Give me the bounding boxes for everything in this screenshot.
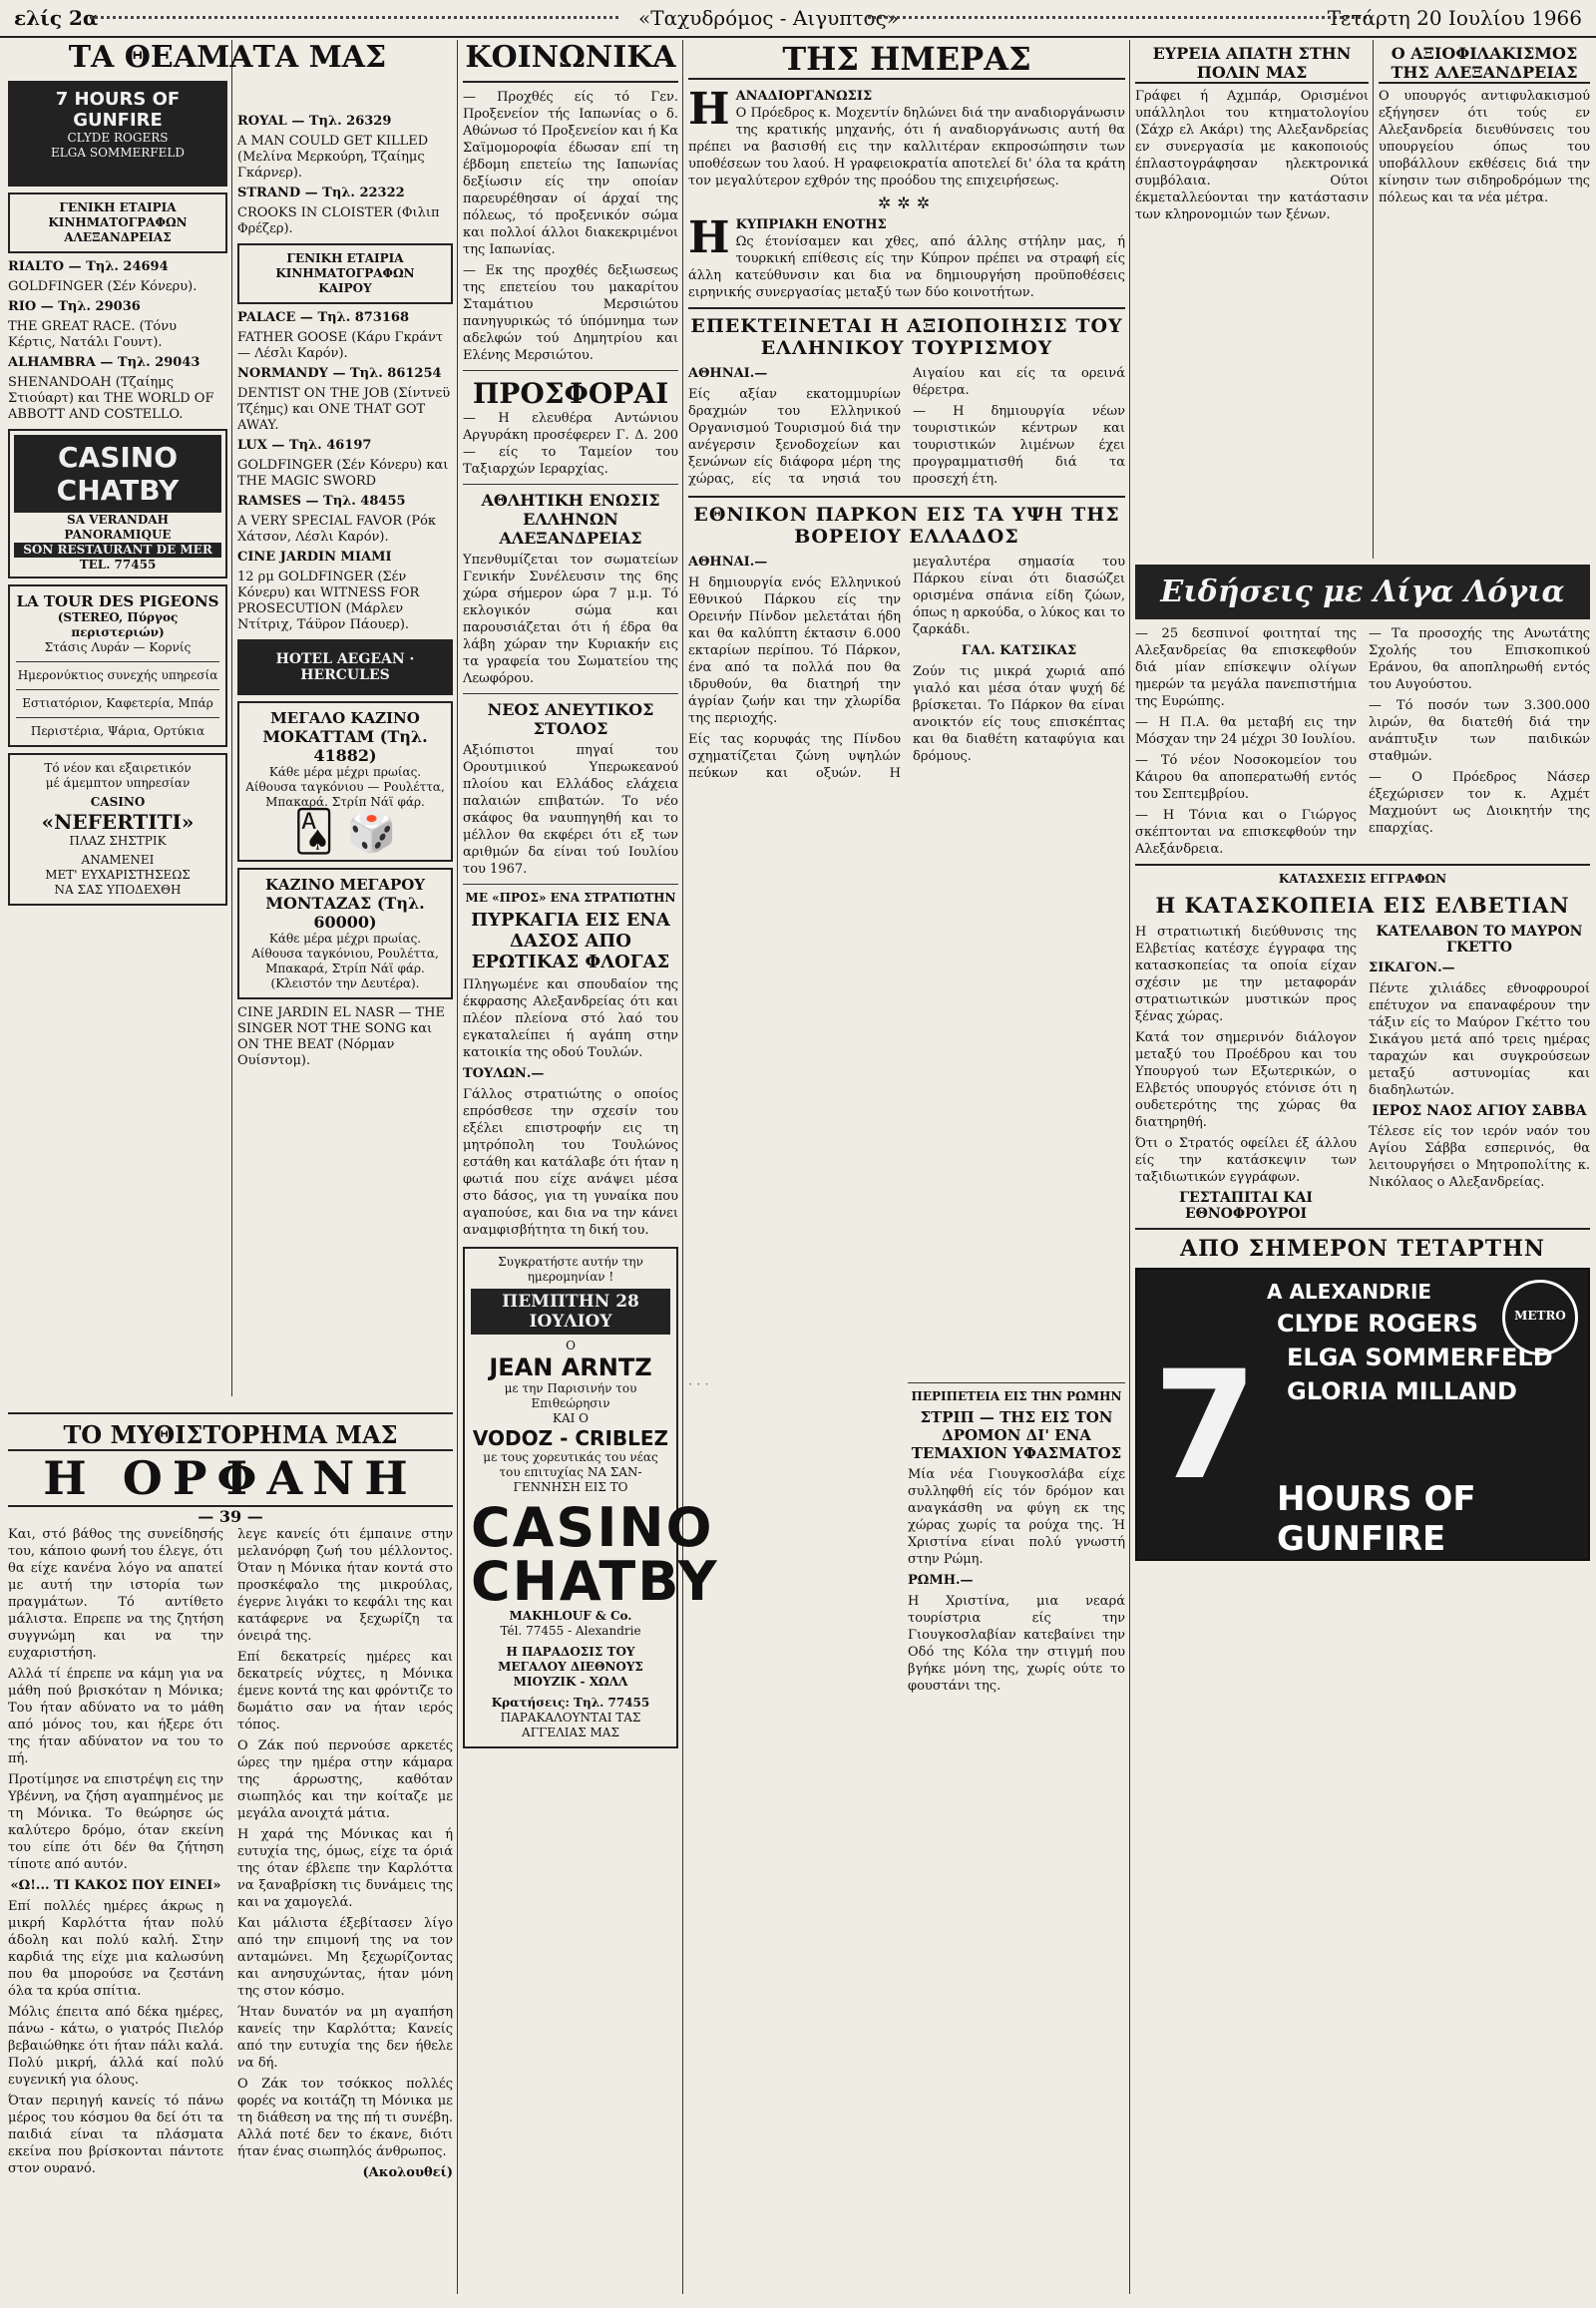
casino-tel: Tél. 77455 - Alexandrie bbox=[500, 1624, 641, 1638]
cinema-company-line3: ΑΛΕΞΑΝΔΡΕΙΑΣ bbox=[64, 230, 172, 244]
montaza-text: Κάθε μέρα μέχρι πρωίας. Αίθουσα ταγκόνιου, Ρουλέττα, Μπακαρά, Στρίπ Νάϊ φάρ. (Κλειστόν την Δευτέρα). bbox=[251, 932, 439, 990]
column-rule-4 bbox=[1129, 40, 1130, 2294]
event-artist1-sub: με την Παρισινήν του Επιθεώρησιν bbox=[504, 1381, 637, 1410]
event-artist1: JEAN ARNTZ bbox=[489, 1353, 652, 1381]
novel-section bbox=[8, 1406, 453, 2294]
park-paragraph: Είς τας κορυφάς της Πίνδου σχηματίζεται ζώνη υψηλών πεύκων και οξυών. Η μεγαλυτέρα σημασία του Πάρκου είναι ότι διασώζει ορισμένα σπάνια είδη ζώων, όπως η αρκούδα, ο λύκος και το ζαρκάδι. bbox=[688, 555, 1125, 781]
novel-col-a bbox=[8, 1526, 223, 2181]
day-title: ΤΗΣ ΗΜΕΡΑΣ bbox=[688, 40, 1125, 80]
new-fleet-paragraph: Αξιόπιστοι πηγαί του Ορουτμιικού Υπερωκεανού πλοίου και Ελλάδος ελάχεια παλαιών επιβατών. Το νέο σκάφος θα ναυπηγηθή και το μέλλον θα εκφέρει ότι εξ των αριθμών δα είναι τού Ιουλίου του 1967. bbox=[463, 743, 678, 877]
nefertiti-line7: ΜΕΤ' ΕΥΧΑΡΙΣΤΗΣΕΩΣ bbox=[45, 868, 191, 882]
listing-alhambra: ALHAMBRA — Τηλ. 29043 bbox=[8, 355, 200, 370]
event-artist2: VODOZ - CRIBLEZ bbox=[472, 1426, 669, 1450]
strip-place: ΡΩΜΗ.— bbox=[908, 1573, 974, 1588]
entertainment-column-right bbox=[237, 110, 453, 1466]
new-fleet-title: ΝΕΟΣ ΑΝΕΥΤΙΚΟΣ ΣΤΟΛΟΣ bbox=[487, 700, 654, 738]
listing-miami: CINE JARDIN MIAMI bbox=[237, 550, 392, 565]
casino-event-ad bbox=[463, 1247, 719, 1748]
gunfire-ad bbox=[8, 81, 227, 187]
listing-rialto-film: GOLDFINGER (Σέν Κόνερυ). bbox=[8, 279, 198, 294]
novel-paragraph: Ήταν δυνατόν να μη αγαπήση κανείς την Καρλόττα; Κανείς από την ευτυχία της δεν ήθελε να δή. bbox=[237, 2005, 453, 2071]
nefertiti-line1: Τό νέον και εξαιρετικόν bbox=[44, 761, 192, 775]
seizure-subtitle: ΚΑΤΑΣΧΕΣΙΣ ΕΓΓΡΑΦΩΝ bbox=[1278, 872, 1447, 886]
ghetto-paragraph: Πέντε χιλιάδες εθνοφρουροί επέτυχον να επαναφέρουν την τάξιν είς το Μαύρον Γκέττο του Σικάγου μετά από τρεις ημέρας ταραχών και συγκρούσεων μεταξύ αστυνομίας και διαδηλωτών. bbox=[1369, 981, 1590, 1098]
fraud-paragraph: Γράφει ή Αχμπάρ, Ορισμένοι υπάλληλοι του κτηματολογίου (Σάχρ ελ Ακάρι) της Αλεξανδρείας εν συνεργασία με κακοποιούς έπλαστογράφησαν ηλεκτρονικά συμβόλαια. Ούτοι έκμεταλλεύονται την κατάστασιν των κληρονομιών των ξένων. bbox=[1135, 89, 1369, 222]
casino-tradition: Η ΠΑΡΑΔΟΣΙΣ ΤΟΥ ΜΕΓΑΛΟΥ ΔΙΕΘΝΟΥΣ ΜΙΟΥΖΙΚ - ΧΩΛΛ bbox=[498, 1645, 643, 1689]
novel-paragraph: Και μάλιστα έξεβίτασεν λίγο από την επιμονή της να τον ανταμώνει. Μη ξεχωρίζοντας και ανησυχώντας, ήταν μόνη της στον κόσμο. bbox=[237, 1916, 453, 1999]
gunfire-ad-actor1: CLYDE ROGERS bbox=[67, 131, 169, 145]
pigeons-ad-name: LA TOUR DES PIGEONS bbox=[16, 592, 219, 610]
event-artist2-sub: με τους χορευτικάς του νέας του επιτυχίας ΝΑ ΣΑΝ-ΓΕΝΝΗΣΗ ΕΙΣ ΤΟ bbox=[483, 1450, 658, 1494]
cinema-company-ad bbox=[8, 192, 227, 253]
nefertiti-line5: ΠΛΑΖ ΣΗΣΤΡΙΚ bbox=[69, 834, 167, 848]
park-title: ΕΘΝΙΚΟΝ ΠΑΡΚΟΝ ΕΙΣ ΤΑ ΥΨΗ ΤΗΣ ΒΟΡΕΙΟΥ ΕΛΛΑΔΟΣ bbox=[693, 504, 1120, 548]
strip-paragraph: Η Χριστίνα, μια νεαρά τουρίστρια είς την Γιουγκοσλαβίαν κατεβαίνει την Οδό της Κόλα την στιγμή που βγήκε μόνη της, χωρίς ούτε το φουστάνι της. bbox=[908, 1594, 1125, 1694]
tourism-place: ΑΘΗΝΑΙ.— bbox=[688, 366, 768, 381]
forest-fire-lead: Πληγωμένε και σπουδαίον της έκφρασης Αλεξανδρείας ότι και πλέον πλείονα στό λαό του εγκαταλείπει ή αγάπη στην κατοικία της οδού Τουλών. bbox=[463, 977, 678, 1060]
offers-title: ΠΡΟΣΦΟΡΑΙ bbox=[472, 377, 669, 410]
casino-owner: MAKHLOUF & Co. bbox=[509, 1609, 632, 1623]
issue-date: Τετάρτη 20 Ιουλίου 1966 bbox=[1327, 6, 1582, 30]
metro-logo-icon: METRO bbox=[1502, 1280, 1578, 1355]
tourism-title: ΕΠΕΚΤΕΙΝΕΤΑΙ Η ΑΞΙΟΠΟΙΗΣΙΣ ΤΟΥ ΕΛΛΗΝΙΚΟΥ ΤΟΥΡΙΣΜΟΥ bbox=[690, 315, 1123, 359]
event-date: ΠΕΜΠΤΗΝ 28 ΙΟΥΛΙΟΥ bbox=[471, 1289, 670, 1335]
poster-film-title: HOURS OF GUNFIRE bbox=[1277, 1479, 1476, 1559]
listing-alhambra-film: SHENANDOAH (Τζαίημς Στιούαρτ) και THE WORLD OF ABBOTT AND COSTELLO. bbox=[8, 375, 214, 422]
arrest-column bbox=[1379, 40, 1590, 559]
nefertiti-line3: CASINO bbox=[90, 795, 146, 809]
casino-chatby-line1: SA VERANDAH PANORAMIQUE bbox=[64, 513, 172, 542]
brief-news-banner: Ειδήσεις με Λίγα Λόγια bbox=[1135, 565, 1590, 619]
listing-strand-film: CROOKS IN CLOISTER (Φιλιπ Φρέζερ). bbox=[237, 205, 440, 236]
day-column bbox=[688, 40, 1125, 1217]
header-rule-right bbox=[868, 16, 1367, 19]
park-continued bbox=[688, 1376, 900, 2274]
park-paragraph: Ζούν τις μικρά χωριά από γιαλό και μέσα όταν ψυχή δέ βρίσκεται. Το Πάρκον θα είναι ανοικτόν είς τους επισκέπτας και θα διαθέτη καταφύγια και δρόμους. bbox=[913, 664, 1125, 764]
cinema-company-line2: ΚΙΝΗΜΑΤΟΓΡΑΦΩΝ bbox=[48, 215, 188, 229]
news-column bbox=[1135, 559, 1590, 2294]
social-column bbox=[463, 40, 719, 2294]
tourism-paragraph: Είς αξίαν εκατομμυρίων δραχμών του Ελληνικού Οργανισμού Τουρισμού διά την ανέγερσιν ξενοδοχείων και ξενώνων είς διάφορα μέρη της χώρας, είς τα νησιά του Αιγαίου και είς τα ορεινά θέρετρα. bbox=[688, 366, 1125, 487]
listing-nasr: CINE JARDIN EL NASR — THE SINGER NOT THE SONG και ON THE BEAT (Νόρμαν Ουίσντομ). bbox=[237, 1005, 446, 1068]
mokattam-ad bbox=[237, 701, 453, 862]
cairo-company-ad bbox=[237, 243, 453, 304]
park-place: ΑΘΗΝΑΙ.— bbox=[688, 555, 768, 570]
tourism-paragraph: — Η δημιουργία νέων τουριστικών κέντρων και τουριστικών λιμένων έχει προγραμματισθή διά τα προσεχή έτη. bbox=[913, 404, 1125, 487]
gunfire-ad-actor2: ELGA SOMMERFELD bbox=[51, 146, 185, 160]
casino-notice: ΠΑΡΑΚΑΛΟΥΝΤΑΙ ΤΑΣ ΑΓΓΕΛΙΑΣ ΜΑΣ bbox=[500, 1711, 641, 1739]
cairo-company-line1: ΓΕΝΙΚΗ ΕΤΑΙΡΙΑ bbox=[286, 251, 404, 265]
novel-subhead: «Ω!... ΤΙ ΚΑΚΟΣ ΠΟΥ ΕΙΝΕΙ» bbox=[10, 1878, 221, 1893]
brief-news-item: — Η Τόνια και ο Γιώργος σκέπτονται να επισκεφθούν την Αλεξάνδρεια. bbox=[1135, 808, 1357, 857]
pigeons-ad-line4: Ημερονύκτιος συνεχής υπηρεσία bbox=[17, 668, 218, 682]
listing-strand: STRAND — Τηλ. 22322 bbox=[237, 186, 405, 200]
fraud-title: ΕΥΡΕΙΑ ΑΠΑΤΗ ΣΤΗΝ ΠΟΛΙΝ ΜΑΣ bbox=[1135, 44, 1369, 84]
listing-lux-film: GOLDFINGER (Σέν Κόνερυ) και THE MAGIC SWORD bbox=[237, 458, 449, 489]
casino-chatby-tel: TEL. 77455 bbox=[79, 558, 157, 572]
espionage-paragraph: Κατά τον σημερινόν διάλογον μεταξύ του Προέδρου και του Υπουργού των Εξωτερικών, ο Ελβετός υπουργός ετόνισε ότι η ουδετερότης της χώρας θα διατηρηθή. bbox=[1135, 1030, 1357, 1130]
filler-text: · · · bbox=[688, 1377, 709, 1392]
casino-reservations: Κρατήσεις: Τηλ. 77455 bbox=[491, 1696, 650, 1710]
novel-paragraph: Ο Ζάκ τον τσόκκος πολλές φορές να κοιτάζη τη Μόνικα με τη διάθεση να της πή τι συνέβη. Αλλά ποτέ δεν το έκανε, διότι ήταν ένας σιωπηλός άνθρωπος. bbox=[237, 2077, 453, 2159]
listing-rio-film: THE GREAT RACE. (Τόνυ Κέρτις, Νατάλι Γουντ). bbox=[8, 319, 178, 350]
tourism-body bbox=[688, 365, 1125, 490]
athletic-union-paragraph: Υπενθυμίζεται τον σωματείων Γενικήν Συνέλευσιν της 6ης χώρα σήμερον ώρα 7 μ.μ. Τό εκλογικόν σώμα και παρουσιάζεται ότι ή έδρα θα λάβη χώραν την Κυριακήν εις τα γραφεία του Σωματείου της Λεωφόρου. bbox=[463, 553, 678, 686]
cyprus-title: ΚΥΠΡΙΑΚΗ ΕΝΟΤΗΣ bbox=[735, 217, 887, 232]
pigeons-ad-line5: Εστιατόριον, Καφετερία, Μπάρ bbox=[22, 696, 213, 710]
listing-lux: LUX — Τηλ. 46197 bbox=[237, 438, 372, 453]
novel-title: Η ΟΡΦΑΝΗ bbox=[8, 1449, 453, 1507]
strip-story bbox=[908, 1376, 1125, 2274]
arrest-paragraph: Ο υπουργός αντιφυλακισμού εξήγησεν ότι τούς εν Αλεξανδρεία διευθύνσεις του υπουργείου όπως του υποβάλλουν εκθέσεις διά την κίνησιν των σιδηροδρόμων της πόλεως και τα νέα μέτρα. bbox=[1379, 89, 1590, 205]
novel-paragraph: Όταν περιηγή κανείς τό πάνω μέρος του κόσμου θα δεί ότι τα παιδιά είναι τα πλάσματα εκείνα που βρίσκονται πάντοτε στον ουρανό. bbox=[8, 2094, 223, 2176]
novel-paragraph: Προτίμησε να επιστρέψη εις την Υβέννη, να ζήση αγαπημένος με τη Μόνικα. Το θεώρησε ώς καλύτερο δρόμο, όταν εκείνη του είπε ότι δέν θα ζήτηση τίποτε από αυτόν. bbox=[8, 1772, 223, 1872]
social-paragraph: — Εκ της προχθές δεξιωσεως της επετείου του μακαρίτου Σταμάτιου Μερσιώτου πανηγυρικώς τό ύπόμνημα των αδελφών τού Δημητρίου και Ελένης Μερσιώτου. bbox=[463, 263, 678, 363]
page-number: ελίς 2α bbox=[14, 6, 99, 30]
poster-actor3: GLORIA MILLAND bbox=[1287, 1377, 1517, 1405]
novel-heading: ΤΟ ΜΥΘΙΣΤΟΡΗΜΑ ΜΑΣ bbox=[63, 1420, 398, 1449]
brief-news-item: — Τό νέον Νοσοκομείον του Κάιρου θα αποπερατωθή εντός του Σεπτεμβρίου. bbox=[1135, 753, 1357, 802]
park-paragraph: Η δημιουργία ενός Ελληνικού Εθνικού Πάρκου είς την Ορεινήν Πίνδον μελετάται ήδη και θα καλύπτη έκτασιν 6.000 εκταρίων περίπου. Τό Πάρκον, ένα από τα πολλά που θα ιδρυθούν, θα διατηρή την άγρίαν ζωήν και την χλωρίδα της περιοχής. bbox=[688, 576, 901, 726]
arrest-title: Ο ΑΞΙΟΦΙΛΑΚΙΣΜΟΣ ΤΗΣ ΑΛΕΞΑΝΔΡΕΙΑΣ bbox=[1379, 44, 1590, 84]
strip-title: ΠΕΡΙΠΕΤΕΙΑ ΕΙΣ ΤΗΝ ΡΩΜΗΝ bbox=[911, 1389, 1122, 1403]
cards-icon: 🂡 🎲 bbox=[293, 809, 397, 855]
movie-poster bbox=[1135, 1268, 1590, 1561]
espionage-body bbox=[1135, 924, 1590, 1222]
listing-rialto: RIALTO — Τηλ. 24694 bbox=[8, 259, 169, 274]
montaza-ad bbox=[237, 868, 453, 999]
espionage-paragraph: Ότι ο Στρατός οφείλει έξ άλλου είς την κατάσκεψιν των ταξιδιωτικών εγγράφων. bbox=[1135, 1136, 1357, 1185]
listing-palace: PALACE — Τηλ. 873168 bbox=[237, 310, 410, 325]
church-title: ΙΕΡΟΣ ΝΑΟΣ ΑΓΙΟΥ ΣΑΒΒΑ bbox=[1372, 1103, 1587, 1119]
listing-miami-film: 12 ρμ GOLDFINGER (Σέν Κόνερυ) και WITNESS FOR PROSECUTION (Μάρλεν Ντίτριχ, Τάϋρον Πάουερ). bbox=[237, 570, 420, 632]
event-save-date: Συγκρατήστε αυτήν την ημερομηνίαν ! bbox=[498, 1255, 643, 1284]
listing-normandy-film: DENTIST ON THE JOB (Σίντνεϋ Τζέημς) και ONE THAT GOT AWAY. bbox=[237, 386, 451, 433]
poster-actor2: ELGA SOMMERFELD bbox=[1287, 1344, 1553, 1371]
poster-number: 7 bbox=[1153, 1340, 1258, 1513]
strip-subtitle: ΣΤΡΙΠ — ΤΗΣ ΕΙΣ ΤΟΝ ΔΡΟΜΟΝ ΔΙ' ΕΝΑ ΤΕΜΑΧΙΟΝ ΥΦΑΣΜΑΤΟΣ bbox=[911, 1408, 1122, 1462]
novel-col-b bbox=[237, 1526, 453, 2185]
nefertiti-name: «NEFERTITI» bbox=[41, 810, 195, 834]
header-rule-left bbox=[90, 16, 618, 19]
listing-royal: ROYAL — Τηλ. 26329 bbox=[237, 114, 392, 129]
event-o: Ο bbox=[566, 1339, 576, 1352]
listing-ramses-film: A VERY SPECIAL FAVOR (Ρόκ Χάτσον, Λέσλι Καρόν). bbox=[237, 514, 437, 545]
park-body bbox=[688, 554, 1125, 782]
mokattam-title: ΜΕΓΑΛΟ ΚΑΖΙΝΟ bbox=[270, 709, 420, 727]
poster-actor1: CLYDE ROGERS bbox=[1277, 1310, 1478, 1338]
casino-chatby-ad bbox=[8, 429, 227, 578]
social-paragraph: — Προχθές είς τό Γεν. Προξενείον τής Ιαπωνίας ο δ. Αθώνωσ τό Προξενείον και ή Κα Σαϊμομοροφία έδωσαν επί τη έβδομη επετείω της Ιαπωνίας δεξίωσιν είς την οποίαν παρευρέθησαν οί άρχαί της πόλεως, τό προξενικόν σώμα και πολλοί άλλοι διακεκριμένοι της Ιαπωνίας. bbox=[463, 90, 678, 257]
gunfire-ad-title: 7 HOURS OF GUNFIRE bbox=[55, 89, 181, 131]
fraud-column bbox=[1135, 40, 1369, 559]
column-rule-3 bbox=[682, 40, 683, 2294]
ghetto-title: ΓΕΣΤΑΠΙΤΑΙ ΚΑΙ ΕΘΝΟΦΡΟΥΡΟΙ ΚΑΤΕΛΑΒΟΝ ΤΟ ΜΑΥΡΟΝ ΓΚΕΤΤΟ bbox=[1179, 924, 1583, 1222]
section-ornament: ✲✲✲ bbox=[877, 193, 937, 212]
novel-paragraph: Επί δεκατρείς ημέρες και δεκατρείς νύχτες, η Μόνικα έμενε κοντά της και φρόντιζε το δωμάτιο σαν να ήταν ιερός τόπος. bbox=[237, 1650, 453, 1732]
cairo-company-line3: ΚΑΙΡΟΥ bbox=[318, 281, 372, 295]
park-subhead: ΓΑΛ. ΚΑΤΣΙΚΑΣ bbox=[961, 643, 1077, 658]
newspaper-name: «Ταχυδρόμος - Αιγυπτος» bbox=[638, 6, 899, 30]
social-title: ΚΟΙΝΩΝΙΚΑ bbox=[465, 40, 676, 75]
forest-fire-place: ΤΟΥΛΩΝ.— bbox=[463, 1066, 545, 1081]
listing-normandy: NORMANDY — Τηλ. 861254 bbox=[237, 366, 442, 381]
pigeons-ad-line6: Περιστέρια, Ψάρια, Ορτύκια bbox=[30, 724, 205, 738]
novel-paragraph: Και, στό βάθος της συνείδησής του, κάποιο φωνή του έλεγε, ότι θα είχε κανένα λόγο να απατεί με αυτή την ιστορία των πραγμάτων. Τό αντίθετο μάλιστα. Επρεπε να της ζητήση συγγνώμη και να την ευχαριστήση. bbox=[8, 1527, 223, 1661]
cairo-company-line2: ΚΙΝΗΜΑΤΟΓΡΑΦΩΝ bbox=[275, 266, 415, 280]
casino-chatby-logo: CASINO CHATBY bbox=[471, 1496, 719, 1613]
forest-fire-title: ΠΥΡΚΑΓΙΑ ΕΙΣ ΕΝΑ ΔΑΣΟΣ ΑΠΟ ΕΡΩΤΙΚΑΣ ΦΛΟΓΑΣ bbox=[471, 910, 670, 972]
listing-ramses: RAMSES — Τηλ. 48455 bbox=[237, 494, 406, 509]
poster-place: A ALEXANDRIE bbox=[1267, 1280, 1432, 1304]
nefertiti-line8: ΝΑ ΣΑΣ ΥΠΟΔΕΧΘΗ bbox=[54, 883, 182, 897]
church-paragraph: Τέλεσε είς τον ιερόν ναόν του Αγίου Σάββα εσπερινός, θα λειτουργήσει ο Μητροπολίτης κ. Νικόλαος ο Αλεξανδρείας. bbox=[1369, 1124, 1590, 1190]
mokattam-text: Κάθε μέρα μέχρι πρωίας. Αίθουσα ταγκόνιου — Ρουλέττα, Μπακαρά. Στρίπ Νάϊ φάρ. bbox=[245, 765, 445, 809]
novel-paragraph: λεγε κανείς ότι έμπαινε στην μελανόρφη ζωή του μέλλοντος. Όταν η Μόνικα ήταν κοντά στο προσκέφαλο της μικρούλας, έγερνε λιγάκι το κεφάλι της και κατάφερνε να ξεχωρίζη τα όνειρά της. bbox=[237, 1527, 453, 1644]
novel-paragraph: Μόλις έπειτα από δέκα ημέρες, πάνω - κάτω, ο γιατρός Πιελόρ βεβαιώθηκε ότι ήταν πάλι καλά. Πολύ μικρή, άλλά καί πολύ ευγενική για όλους. bbox=[8, 2005, 223, 2088]
espionage-paragraph: Η στρατιωτική διεύθυνσις της Ελβετίας κατέσχε έγγραφα της κατασκοπείας τα οποία είχαν σχέσιν με την μεταφοράν στρατιωτικών μυστικών προς ξένας χώρας. bbox=[1135, 925, 1357, 1024]
mokattam-name: ΜΟΚΑΤΤΑΜ (Τηλ. 41882) bbox=[262, 727, 428, 765]
brief-news-item: — Τα προσοχής της Ανωτάτης Σχολής του Επισκοπικού Εράνου, θα αποπληρωθή εντός του Αυγούστου. bbox=[1369, 626, 1590, 692]
forest-fire-paragraph: Γάλλος στρατιώτης ο οποίος επρόσθεσε την σχεσίν του εξέλει επιστροφήν εις τη μητρόπολη του Τουλώνος εστάθη και κατάλαβε ότι ήταν η φωτιά που είχε ανάψει μέσα στο δάσος, για τη γυναίκα που αγαπούσε, και δια να την κάνει αναμφισβήτητα τη δική του. bbox=[463, 1087, 678, 1238]
column-rule-2 bbox=[457, 40, 458, 2294]
novel-paragraph: Η χαρά της Μόνικας και ή ευτυχία της, όμως, είχε τα όριά της όταν έβλεπε την Καρλόττα να ξαναβρίσκη τις δυνάμεις της και να χαμογελά. bbox=[237, 1827, 453, 1910]
pigeons-ad-line2: (STEREO, Πύργος περιστεριών) bbox=[57, 610, 179, 639]
brief-news-item: — Ο Πρόεδρος Νάσερ έξεχώρισεν τον κ. Αχμέτ Μαχμούντ ως Διοικητήν της επαρχίας. bbox=[1369, 770, 1590, 836]
espionage-title: Η ΚΑΤΑΣΚΟΠΕΙΑ ΕΙΣ ΕΛΒΕΤΙΑΝ bbox=[1155, 893, 1570, 918]
event-kai: ΚΑΙ Ο bbox=[552, 1411, 590, 1425]
column-rule-5 bbox=[1373, 40, 1374, 559]
pigeons-ad bbox=[8, 584, 227, 747]
montaza-name: ΜΟΝΤΑΖΑΣ (Τηλ. 60000) bbox=[265, 894, 425, 932]
reorg-text: Ο Πρόεδρος κ. Μοχεντίν δηλώνει διά την αναδιοργάνωσιν της κρατικής μηχανής, ότι ή αναδιοργάνωσις αυτή θα πρέπει να βασισθή εις την καλλιτέραν εκπροσώπησιν των υποθέσεων του λαού. Η γραφειοκρατία αποτελεί δι' όλα τα κράτη τον μεγαλύτερον εχθρόν της προόδου της επιχειρήσεως. bbox=[688, 106, 1125, 189]
athletic-union-title: ΑΘΛΗΤΙΚΗ ΕΝΩΣΙΣ ΕΛΛΗΝΩΝ ΑΛΕΞΑΝΔΡΕΙΑΣ bbox=[481, 491, 660, 548]
strip-paragraph: Μία νέα Γιουγκοσλάβα είχε συλληφθή είς τόν δρόμον και αναγκάσθη να φύγη εκ της χώρας χωρίς τα ρούχα της. Ή Χριστίνα είναι πολύ γνωστή στην Ρώμη. bbox=[908, 1467, 1125, 1567]
hotel-ad: HOTEL AEGEAN · HERCULES bbox=[237, 639, 453, 695]
montaza-title: ΚΑΖΙΝΟ ΜΕΓΑΡΟΥ bbox=[264, 876, 426, 894]
newspaper-header bbox=[0, 0, 1596, 38]
nefertiti-line6: ΑΝΑΜΕΝΕΙ bbox=[81, 853, 155, 867]
novel-continues: (Ακολουθεί) bbox=[362, 2165, 453, 2180]
entertainment-title: ΤΑ ΘΕΑΜΑΤΑ ΜΑΣ bbox=[68, 40, 387, 75]
nefertiti-line2: μέ άμεμπτον υπηρεσίαν bbox=[45, 776, 191, 790]
column-rule-1 bbox=[231, 40, 232, 1396]
pigeons-ad-line3: Στάσις Λυράν — Κορνίς bbox=[44, 640, 192, 654]
novel-paragraph: Επί πολλές ημέρες άκρως η μικρή Καρλόττα ήταν πολύ άδολη και πολύ καλή. Στην καρδιά της είχε μια καλωσύνη που θα μπορούσε να ζεστάνη όλα τα κρύα σπίτια. bbox=[8, 1899, 223, 1999]
brief-news-item: — 25 δεσπινοί φοιτηταί της Αλεξανδρείας θα επισκεφθούν διά μίαν επίσκεψιν ολίγων ημερών τα μεγάλα πανεπιστήμια της Ευρώπης. bbox=[1135, 626, 1357, 709]
novel-chapter: — 39 — bbox=[198, 1507, 263, 1526]
dropcap-h2: Η bbox=[688, 212, 730, 263]
reorg-title: ΑΝΑΔΙΟΡΓΑΝΩΣΙΣ bbox=[735, 89, 873, 104]
ghetto-place: ΣΙΚΑΓΟΝ.— bbox=[1369, 961, 1455, 975]
cinema-company-line1: ΓΕΝΙΚΗ ΕΤΑΙΡΙΑ bbox=[59, 200, 177, 214]
novel-paragraph: Ο Ζάκ πού περνούσε αρκετές ώρες την ημέρα στην κάμαρα της άρρωστης, καθόταν σιωπηλός και την κοίταζε με μεγάλα ανοιχτά μάτια. bbox=[237, 1738, 453, 1821]
nefertiti-ad bbox=[8, 753, 227, 906]
brief-news-body bbox=[1135, 625, 1590, 858]
casino-chatby-name: CASINO CHATBY bbox=[14, 435, 221, 513]
listing-palace-film: FATHER GOOSE (Κάρυ Γκράντ — Λέσλι Καρόν). bbox=[237, 330, 444, 361]
soldier-subhead: ΜΕ «ΠΡΟΣ» ΕΝΑ ΣΤΡΑΤΙΩΤΗΝ bbox=[465, 891, 676, 905]
brief-news-item: — Η Π.Α. θα μεταβή εις την Μόσχαν την 24 μέχρι 30 Ιουλίου. bbox=[1135, 715, 1357, 747]
brief-news-item: — Τό ποσόν των 3.300.000 λιρών, θα διατεθή διά την ανάπτυξιν των παιδικών σταθμών. bbox=[1369, 698, 1590, 764]
offers-paragraph: — Η ελευθέρα Αντώνιου Αργυράκη προσέφερεν Γ. Δ. 200 — είς το Ταμείον του Ταξιαρχών Ιεραρχίας. bbox=[463, 411, 678, 477]
listing-royal-film: A MAN COULD GET KILLED (Μελίνα Μερκούρη, Τζαίημς Γκάρνερ). bbox=[237, 134, 429, 181]
cyprus-text: Ως έτονίσαμεν και χθες, από άλλης στήλην μας, ή τουρκική επίθεσις είς την Κύπρον πρέπει να στραφή είς άλλη κατεύθυνσιν και δια να δημιουργήση προϋποθέσεις ειρηνικής συνεργασίας μεταξύ των δύο κοινοτήτων. bbox=[688, 234, 1125, 300]
dropcap-h: Η bbox=[688, 84, 730, 135]
from-today-title: ΑΠΟ ΣΗΜΕΡΟΝ ΤΕΤΑΡΤΗΝ bbox=[1180, 1236, 1545, 1262]
listing-rio: RIO — Τηλ. 29036 bbox=[8, 299, 141, 314]
casino-chatby-line2: SON RESTAURANT DE MER bbox=[14, 543, 221, 558]
novel-paragraph: Αλλά τί έπρεπε να κάμη για να μάθη πού βρισκόταν η Μόνικα; Του ήταν αδύνατο να το μάθη από μόνος του, και ήξερε ότι της ήταν αδύνατον να του το πή. bbox=[8, 1667, 223, 1766]
